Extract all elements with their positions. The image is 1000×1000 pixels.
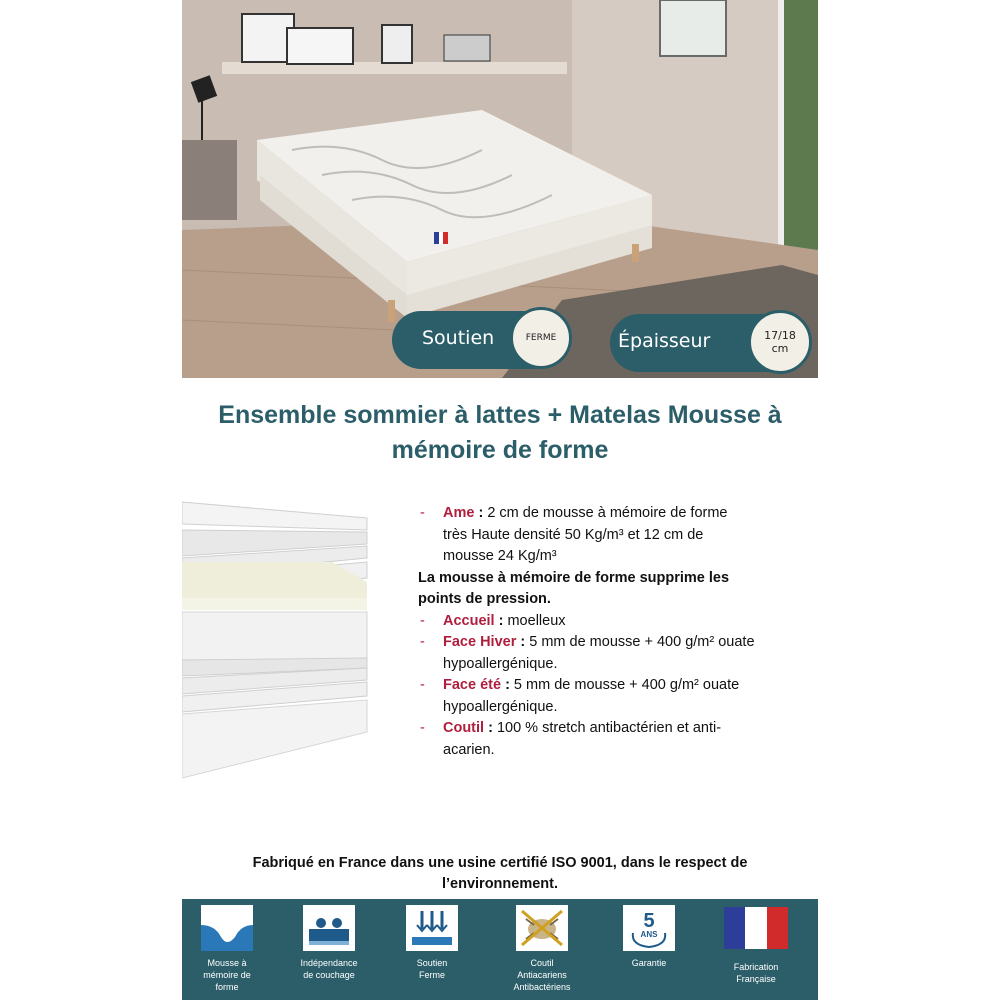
badge-independence-line1: Indépendance <box>300 958 358 968</box>
badge-french-made-line1: Fabrication <box>733 962 779 972</box>
feature-hiver-line2: hypoallergénique. <box>443 655 558 672</box>
soutien-value: FERME <box>510 307 572 369</box>
feature-ete: - Face été : 5 mm de mousse + 400 g/m² ouate hypoallergénique. <box>420 677 740 715</box>
mattress-layers-illustration <box>182 500 372 780</box>
feature-list <box>418 503 798 761</box>
hero-photo <box>182 0 818 378</box>
support-icon <box>406 905 458 951</box>
feature-ame-line1: 2 cm de mousse à mémoire de forme <box>483 505 728 521</box>
feature-note <box>418 568 798 611</box>
badge-anti-mite <box>502 905 582 993</box>
anti-mite-icon <box>516 905 568 951</box>
feature-ame-line2: très Haute densité 50 Kg/m³ et 12 cm de <box>443 526 704 543</box>
epaisseur-label: Épaisseur <box>618 330 711 352</box>
badge-support <box>392 905 472 981</box>
badge-independence-line2: de couchage <box>303 970 355 980</box>
badge-anti-mite-line2: Antiacariens <box>517 970 567 980</box>
feature-ete-line2: hypoallergénique. <box>443 698 558 715</box>
badge-support-line2: Ferme <box>418 970 445 980</box>
feature-hiver-line1: 5 mm de mousse + 400 g/m² ouate <box>525 634 755 650</box>
feature-accueil-key: Accueil <box>443 612 495 629</box>
feature-ete-key: Face été <box>443 677 502 693</box>
soutien-label: Soutien <box>422 327 495 349</box>
epaisseur-value <box>748 310 812 374</box>
warranty-number: 5 <box>643 910 655 932</box>
badge-memory-foam <box>187 905 267 993</box>
feature-ame-key: Ame <box>443 505 475 521</box>
france-line2: l’environnement. <box>441 876 559 892</box>
french-flag-icon <box>724 905 788 951</box>
badge-warranty <box>609 905 689 969</box>
badge-independence <box>289 905 369 981</box>
feature-accueil-text: moelleux <box>503 612 566 629</box>
warranty-unit: ANS <box>640 930 658 939</box>
warranty-icon <box>623 905 675 951</box>
badge-anti-mite-line1: Coutil <box>530 958 554 968</box>
epaisseur-value-line2: cm <box>771 342 789 355</box>
feature-hiver: - Face Hiver : 5 mm de mousse + 400 g/m² ouate hypoallergénique. <box>420 634 755 672</box>
badge-memory-foam-line2: mémoire de <box>203 970 251 980</box>
epaisseur-pill <box>610 314 810 372</box>
badge-anti-mite-line3: Antibactériens <box>513 982 571 992</box>
feature-ete-line1: 5 mm de mousse + 400 g/m² ouate <box>509 677 740 693</box>
soutien-pill <box>392 311 562 369</box>
badge-memory-foam-line1: Mousse à <box>207 958 247 968</box>
product-title-line2: mémoire de forme <box>391 436 609 464</box>
badge-french-made <box>716 905 796 985</box>
product-title-line1: Ensemble sommier à lattes + Matelas Mousse à <box>218 401 782 429</box>
product-title <box>182 398 818 468</box>
badge-warranty-line1: Garantie <box>631 958 667 968</box>
feature-ame-line3: mousse 24 Kg/m³ <box>443 548 557 564</box>
features-badge-band <box>182 899 818 1000</box>
feature-note-line2: points de pression. <box>418 591 551 607</box>
badge-french-made-line2: Française <box>736 974 776 984</box>
feature-coutil: - Coutil : 100 % stretch antibactérien et anti- acarien. <box>420 720 722 758</box>
epaisseur-value-line1: 17/18 <box>764 328 796 342</box>
independence-icon <box>303 905 355 951</box>
feature-coutil-line2: acarien. <box>443 741 495 758</box>
memory-foam-icon <box>201 905 253 951</box>
feature-coutil-line1: 100 % stretch antibactérien et anti- <box>492 720 722 736</box>
feature-hiver-key: Face Hiver <box>443 634 517 650</box>
feature-note-line1: La mousse à mémoire de forme supprime les <box>418 569 730 586</box>
made-in-france-statement <box>182 853 818 895</box>
feature-ame: - Ame : 2 cm de mousse à mémoire de forme très Haute densité 50 Kg/m³ et 12 cm de mousse 24 Kg/m³ <box>420 505 728 564</box>
feature-coutil-key: Coutil <box>443 720 485 736</box>
france-line1: Fabriqué en France dans une usine certifié ISO 9001, dans le respect de <box>252 855 748 871</box>
feature-accueil: - Accueil : moelleux <box>420 612 566 629</box>
badge-memory-foam-line3: forme <box>215 982 239 992</box>
badge-support-line1: Soutien <box>416 958 448 968</box>
